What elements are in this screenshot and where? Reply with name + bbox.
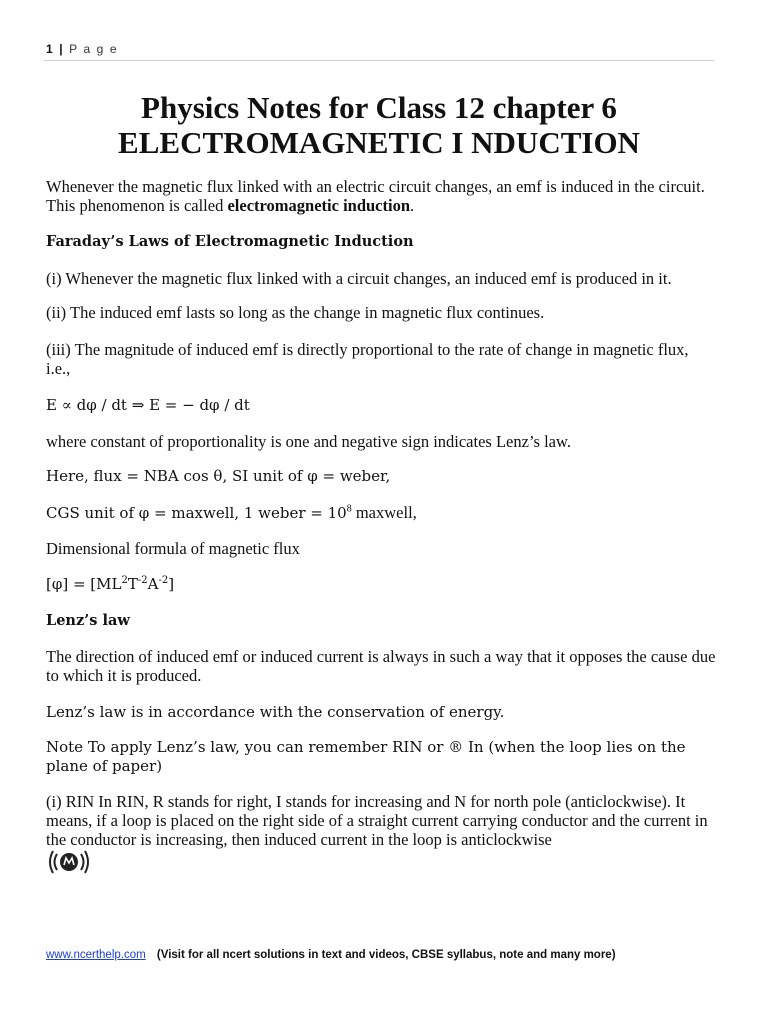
dim-exp-2: -2 [137,575,148,586]
title-line-2: ELECTROMAGNETIC I NDUCTION [118,125,640,160]
constant-note: where constant of proportionality is one and negative sign indicates Lenz’s law. [46,432,571,451]
page-separator: | [59,42,65,56]
radio-wave-icon [48,848,90,876]
emf-formula: E ∝ dφ / dt ⇒ E = − dφ / dt [46,396,250,414]
faraday-heading: Faraday’s Laws of Electromagnetic Induction [46,233,414,250]
cgs-line [46,503,716,523]
page-word: P a g e [69,42,119,56]
footer-link[interactable]: www.ncerthelp.com [46,949,146,961]
dim-close: ] [168,575,175,593]
title-line-1: Physics Notes for Class 12 chapter 6 [141,90,617,125]
page-header [46,42,118,56]
intro-bold-term: electromagnetic induction [227,196,411,215]
lenz-note: Note To apply Lenz’s law, you can remember RIN or ® In (when the loop lies on the plane of paper) [46,738,686,775]
law-3: (iii) The magnitude of induced emf is directly proportional to the rate of change in magnetic flux, i.e., [46,340,689,378]
dim-t: T [127,575,138,593]
intro-paragraph [46,177,716,215]
rin-paragraph: (i) RIN In RIN, R stands for right, I stands for increasing and N for north pole (anticlockwise). It means, if a loop is placed on the right side of a straight current carrying conductor and the current in the conductor is increasing, then induced current in the loop is anticlockwise [46,792,708,849]
lenz-energy: Lenz’s law is in accordance with the conservation of energy. [46,703,505,721]
intro-text: Whenever the magnetic flux linked with an electric circuit changes, an emf is induced in the circuit. This phenomenon is called [46,177,705,215]
dim-exp-1: 2 [121,575,128,586]
law-1: (i) Whenever the magnetic flux linked with a circuit changes, an induced emf is produced in it. [46,269,672,288]
cgs-text: CGS unit of φ = maxwell, 1 weber = 10 [46,504,347,522]
header-rule [44,60,714,61]
law-2: (ii) The induced emf lasts so long as the change in magnetic flux continues. [46,303,545,322]
page-number: 1 [46,42,55,56]
dim-a: A [147,575,159,593]
intro-end: . [410,196,415,215]
lenz-definition: The direction of induced emf or induced current is always in such a way that it opposes the cause due to which it is produced. [46,647,716,685]
dim-lead: [φ] = [ML [46,575,122,593]
dimensional-label: Dimensional formula of magnetic flux [46,539,300,558]
cgs-exponent: 8 [346,503,352,515]
cgs-end: maxwell, [351,503,417,522]
dim-exp-3: -2 [158,575,169,586]
lenz-heading: Lenz’s law [46,612,130,629]
flux-line: Here, flux = NBA cos θ, SI unit of φ = weber, [46,467,391,485]
dimensional-formula [46,575,716,594]
page-footer [46,949,616,961]
footer-note: (Visit for all ncert solutions in text and videos, CBSE syllabus, note and many more) [156,949,616,961]
